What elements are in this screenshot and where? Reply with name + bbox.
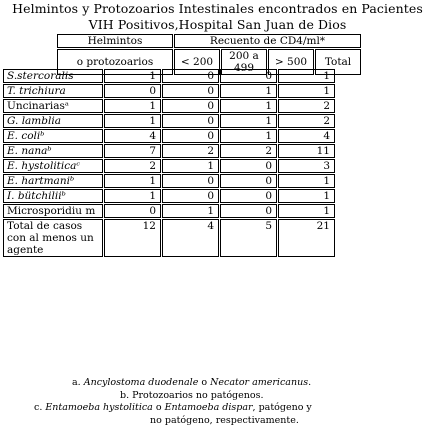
row-value: 21	[278, 219, 335, 257]
row-value: 1	[220, 99, 277, 113]
title-line-2: VIH Positivos,Hospital San Juan de Dios	[88, 17, 347, 32]
row-value: 3	[278, 159, 335, 173]
header-col-lt200: < 200	[174, 49, 220, 75]
table-row	[3, 159, 335, 173]
row-value: 0	[162, 69, 219, 83]
row-label: G. lamblia	[3, 114, 103, 128]
table-row	[3, 129, 335, 143]
row-value: 2	[278, 114, 335, 128]
row-value: 1	[278, 189, 335, 203]
row-label: Microsporidiu m	[3, 204, 103, 218]
row-value: 1	[278, 174, 335, 188]
row-value: 0	[220, 189, 277, 203]
row-value: 1	[104, 189, 161, 203]
row-label: E. nanaᵇ	[3, 144, 103, 158]
row-value: 1	[220, 114, 277, 128]
footnote-c-cont: no patógeno, respectivamente.	[150, 414, 299, 426]
row-value: 0	[220, 174, 277, 188]
row-label: E. hystoliticaᶜ	[3, 159, 103, 173]
table-row	[3, 144, 335, 158]
row-label: S.stercoralis	[3, 69, 103, 83]
row-value: 0	[104, 84, 161, 98]
row-label: E. hartmaniᵇ	[3, 174, 103, 188]
table-row	[3, 99, 335, 113]
row-value: 1	[278, 204, 335, 218]
footnote-c: c. Entamoeba hystolitica o Entamoeba dispar, patógeno y	[34, 402, 312, 413]
row-value: 1	[104, 114, 161, 128]
row-value: 2	[220, 144, 277, 158]
table-row	[3, 69, 335, 83]
row-label: Uncinariasᵃ	[3, 99, 103, 113]
table-row	[3, 219, 335, 257]
header-cd4-group: Recuento de CD4/ml*	[174, 34, 361, 48]
table-row	[3, 204, 335, 218]
row-value: 5	[220, 219, 277, 257]
table-row	[3, 189, 335, 203]
row-value: 0	[220, 159, 277, 173]
row-value: 0	[162, 129, 219, 143]
table-row	[3, 114, 335, 128]
row-value: 0	[220, 204, 277, 218]
row-label: T. trichiura	[3, 84, 103, 98]
row-value: 4	[162, 219, 219, 257]
footnote-b: b. Protozoarios no patógenos.	[120, 389, 264, 401]
header-col-total: Total	[315, 49, 361, 75]
row-value: 11	[278, 144, 335, 158]
row-value: 1	[220, 84, 277, 98]
row-value: 1	[278, 69, 335, 83]
header-protozoarios: o protozoarios	[57, 49, 173, 75]
row-value: 0	[162, 174, 219, 188]
row-value: 0	[162, 189, 219, 203]
header-col-200-499: 200 a 499	[221, 49, 267, 75]
row-value: 2	[162, 144, 219, 158]
row-value: 1	[162, 159, 219, 173]
row-value: 4	[104, 129, 161, 143]
row-value: 7	[104, 144, 161, 158]
data-table	[2, 68, 336, 258]
header-helmintos: Helmintos	[57, 34, 173, 48]
footnote-a: a. Ancylostoma duodenale o Necator americanus.	[72, 377, 312, 388]
row-value: 2	[104, 159, 161, 173]
row-value: 0	[220, 69, 277, 83]
row-value: 1	[278, 84, 335, 98]
table-row	[3, 174, 335, 188]
row-label: E. coliᵇ	[3, 129, 103, 143]
row-value: 0	[162, 99, 219, 113]
row-value: 0	[162, 84, 219, 98]
table-row	[3, 84, 335, 98]
row-value: 4	[278, 129, 335, 143]
row-value: 1	[220, 129, 277, 143]
title-line-1: Helmintos y Protozoarios Intestinales encontrados en Pacientes	[12, 1, 423, 16]
row-value: 1	[104, 99, 161, 113]
header-col-gt500: > 500	[268, 49, 314, 75]
row-value: 0	[104, 204, 161, 218]
row-value: 12	[104, 219, 161, 257]
row-value: 0	[162, 114, 219, 128]
row-value: 1	[104, 69, 161, 83]
row-label: I. bütchiliiᵇ	[3, 189, 103, 203]
row-value: 1	[104, 174, 161, 188]
row-value: 1	[162, 204, 219, 218]
row-label: Total de casos con al menos un agente	[3, 219, 103, 257]
footnotes	[0, 377, 435, 427]
row-value: 2	[278, 99, 335, 113]
